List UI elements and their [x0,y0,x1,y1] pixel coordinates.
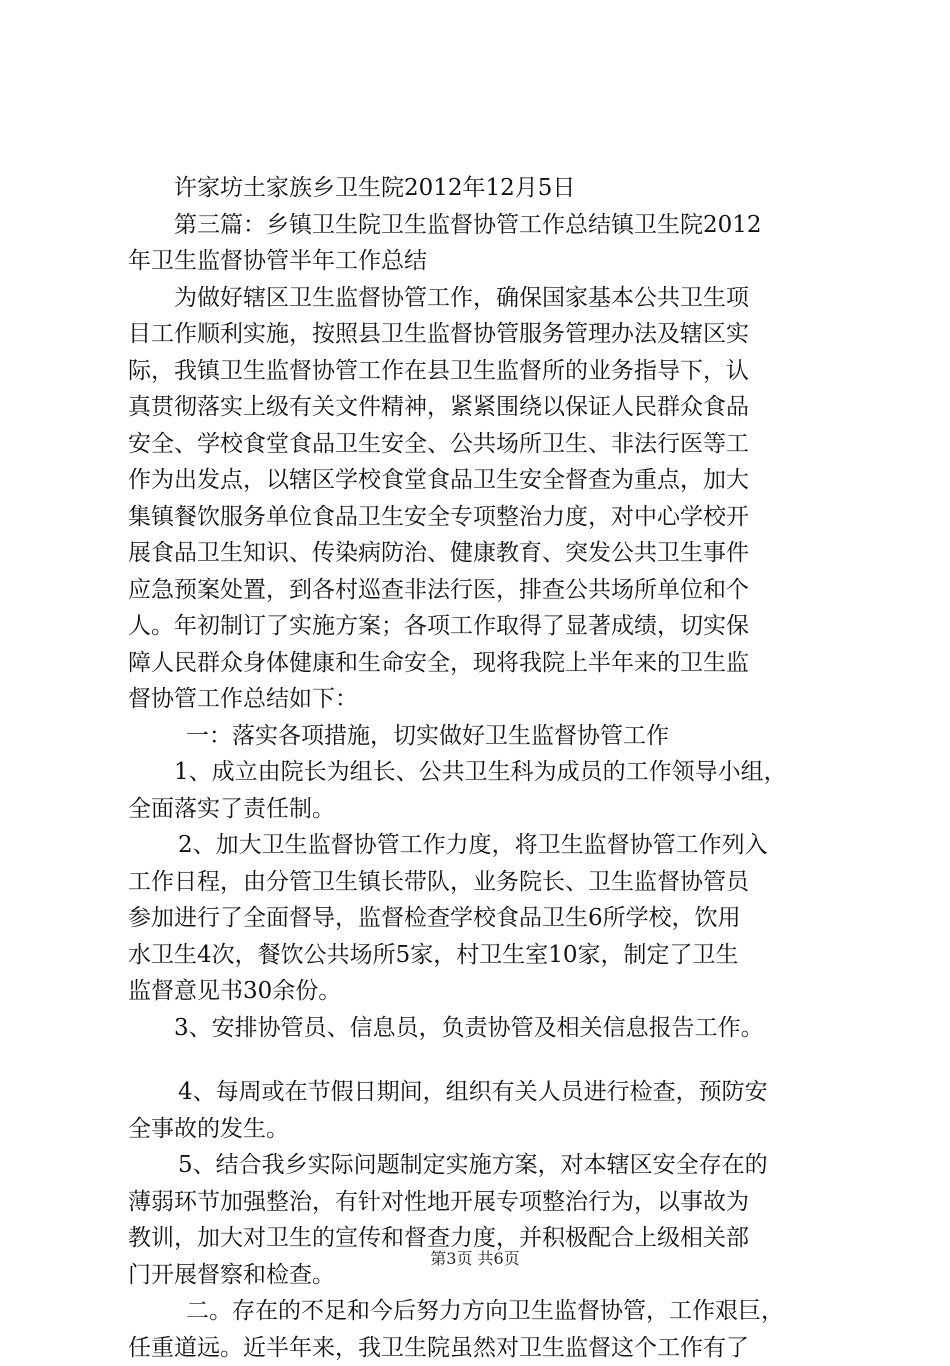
blank-line [128,1046,836,1074]
paragraph-line: 作为出发点，以辖区学校食堂食品卫生安全督查为重点，加大 [128,462,836,499]
list-item-continued: 水卫生4次，餐饮公共场所5家，村卫生室10家，制定了卫生 [128,937,836,974]
paragraph-line: 障人民群众身体健康和生命安全，现将我院上半年来的卫生监 [128,645,836,682]
subheading: 一：落实各项措施，切实做好卫生监督协管工作 [128,718,836,755]
list-item: 2、加大卫生监督协管工作力度，将卫生监督协管工作列入 [128,827,836,864]
list-item-continued: 全面落实了责任制。 [128,791,836,828]
list-item-continued: 教训，加大对卫生的宣传和督查力度，并积极配合上级相关部 [128,1220,836,1257]
paragraph-line: 集镇餐饮服务单位食品卫生安全专项整治力度，对中心学校开 [128,499,836,536]
paragraph-line: 督协管工作总结如下： [128,681,836,718]
list-item-continued: 参加进行了全面督导，监督检查学校食品卫生6所学校，饮用 [128,900,836,937]
list-item: 5、结合我乡实际问题制定实施方案，对本辖区安全存在的 [128,1147,836,1184]
paragraph-line: 应急预案处置，到各村巡查非法行医，排查公共场所单位和个 [128,572,836,609]
subheading: 二。存在的不足和今后努力方向卫生监督协管，工作艰巨， [128,1293,836,1330]
list-item-continued: 门开展督察和检查。 [128,1257,836,1294]
list-item-continued: 薄弱环节加强整治，有针对性地开展专项整治行为，以事故为 [128,1184,836,1221]
paragraph-line: 为做好辖区卫生监督协管工作，确保国家基本公共卫生项 [128,280,836,317]
text-line: 许家坊土家族乡卫生院2012年12月5日 [128,170,836,207]
paragraph-line: 真贯彻落实上级有关文件精神，紧紧围绕以保证人民群众食品 [128,389,836,426]
list-item-continued: 全事故的发生。 [128,1111,836,1148]
paragraph-line: 安全、学校食堂食品卫生安全、公共场所卫生、非法行医等工 [128,426,836,463]
list-item-continued: 工作日程，由分管卫生镇长带队，业务院长、卫生监督协管员 [128,864,836,901]
list-item: 1、成立由院长为组长、公共卫生科为成员的工作领导小组， [128,754,836,791]
paragraph-line: 任重道远。近半年来，我卫生院虽然对卫生监督这个工作有了 [128,1330,836,1366]
list-item: 3、安排协管员、信息员，负责协管及相关信息报告工作。 [128,1010,836,1047]
paragraph-line: 目工作顺利实施，按照县卫生监督协管服务管理办法及辖区实 [128,316,836,353]
paragraph-line: 展食品卫生知识、传染病防治、健康教育、突发公共卫生事件 [128,535,836,572]
list-item: 4、每周或在节假日期间，组织有关人员进行检查，预防安 [128,1074,836,1111]
paragraph-line: 际，我镇卫生监督协管工作在县卫生监督所的业务指导下，认 [128,353,836,390]
page-number: 第3页 共6页 [0,1246,950,1269]
section-heading-continued: 年卫生监督协管半年工作总结 [128,243,836,280]
list-item-continued: 监督意见书30余份。 [128,973,836,1010]
paragraph-line: 人。年初制订了实施方案；各项工作取得了显著成绩，切实保 [128,608,836,645]
document-body [128,170,836,1366]
section-heading: 第三篇：乡镇卫生院卫生监督协管工作总结镇卫生院2012 [128,207,836,244]
